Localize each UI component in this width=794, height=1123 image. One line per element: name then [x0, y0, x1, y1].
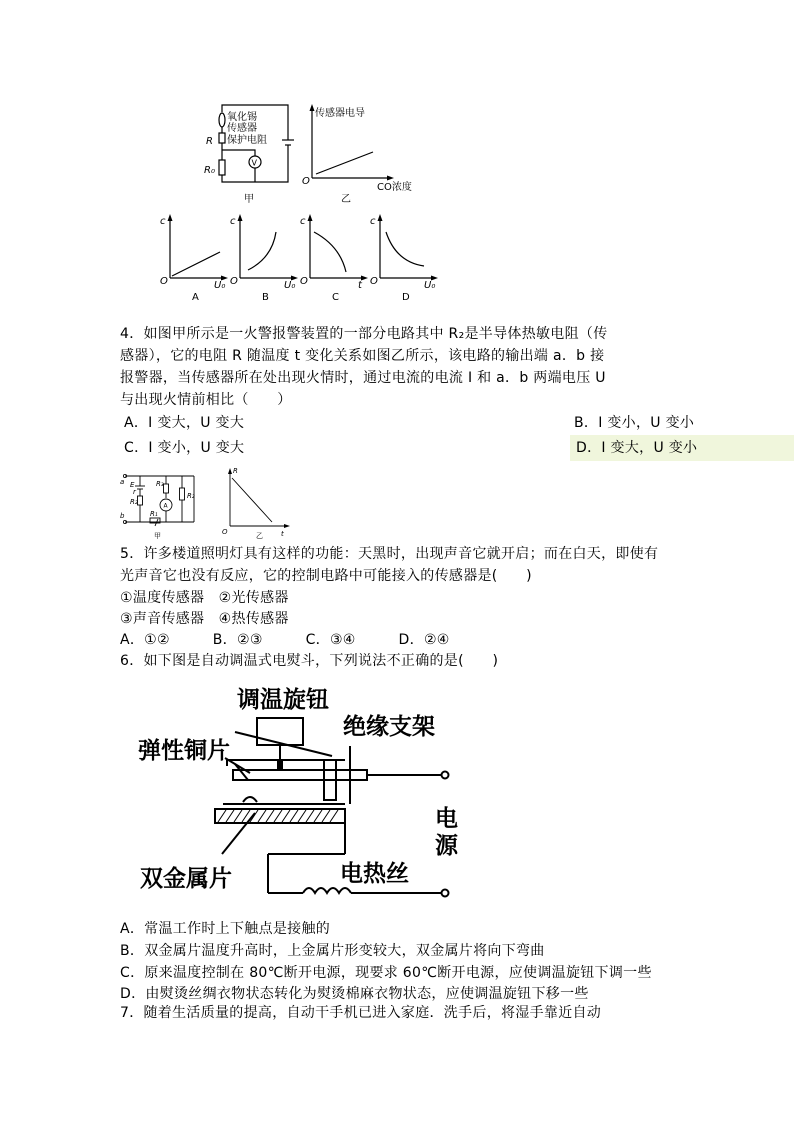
q4-fig-r: r — [133, 488, 136, 496]
q6-label-power-2: 源 — [435, 833, 458, 859]
yi-xlabel: CO浓度 — [377, 182, 412, 193]
jia-caption: 甲 — [244, 194, 254, 205]
jia-label-resistor: 保护电阻 — [227, 135, 267, 146]
q5-line-3: ①温度传感器 ②光传感器 — [120, 590, 289, 606]
q6-label-bimetal: 双金属片 — [140, 866, 232, 892]
q4-fig-r3: R₃ — [156, 480, 164, 488]
opt-b-letter: B — [262, 292, 269, 303]
q4-fig-caption-jia: 甲 — [154, 532, 161, 540]
q5-line-2: 光声音它也没有反应，它的控制电路中可能接入的传感器是( ) — [120, 568, 532, 584]
q4-figure — [118, 466, 293, 542]
q6-option-c: C．原来温度控制在 80℃断开电源，现要求 60℃断开电源，应使调温旋钮下调一些 — [120, 965, 652, 981]
q5-line-4: ③声音传感器 ④热传感器 — [120, 611, 289, 627]
q6-stem: 6．如下图是自动调温式电熨斗，下列说法不正确的是( ) — [120, 653, 499, 669]
q6-label-power-1: 电 — [435, 806, 458, 832]
opt-b-origin: O — [230, 276, 238, 287]
opt-b-ylabel: c — [230, 216, 236, 227]
q6-option-a: A．常温工作时上下触点是接触的 — [120, 921, 331, 937]
q4-option-b: B．I 变小，U 变小 — [574, 415, 695, 431]
q6-iron-figure — [130, 676, 470, 902]
opt-a-ylabel: c — [160, 216, 166, 227]
opt-d-ylabel: c — [370, 216, 376, 227]
opt-c-xlabel: t — [358, 280, 362, 291]
q4-fig-r4: R₂ — [187, 492, 195, 500]
opt-d-origin: O — [370, 276, 378, 287]
q4-fig-graph-t: t — [281, 530, 284, 538]
opt-d-letter: D — [402, 292, 410, 303]
q6-label-support: 绝缘支架 — [343, 714, 435, 740]
jia-label-r: R — [206, 136, 213, 147]
figure-jia-circuit — [200, 100, 310, 210]
q4-line-4: 与出现火情前相比（ ） — [120, 392, 292, 408]
q4-fig-e: E — [130, 481, 135, 489]
q6-label-heater: 电热丝 — [340, 861, 409, 887]
q4-fig-graph-o: O — [222, 528, 228, 536]
opt-c-origin: O — [300, 276, 308, 287]
q4-fig-r2: R₂ — [130, 498, 138, 506]
q4-option-c: C．I 变小，U 变大 — [124, 440, 245, 456]
q4-fig-r1: R₁ — [150, 510, 158, 518]
q6-label-knob: 调温旋钮 — [237, 687, 329, 713]
opt-a-xlabel: U₀ — [214, 280, 226, 291]
figure-options-graphs — [152, 210, 442, 305]
q5-line-5: A．①② B．②③ C．③④ D．②④ — [120, 632, 450, 648]
opt-d-xlabel: U₀ — [424, 280, 436, 291]
q6-option-d: D．由熨烫丝绸衣物状态转化为熨烫棉麻衣物状态，应使调温旋钮下移一些 — [120, 986, 589, 1002]
q5-line-1: 5．许多楼道照明灯具有这样的功能：天黑时，出现声音它就开启；而在白天，即使有 — [120, 546, 659, 562]
opt-c-ylabel: c — [300, 216, 306, 227]
q4-fig-b: b — [120, 512, 125, 520]
q4-fig-a: a — [120, 478, 125, 486]
q4-line-1: 4．如图甲所示是一火警报警装置的一部分电路其中 R₂是半导体热敏电阻（传 — [120, 326, 608, 342]
q7-line-1: 7．随着生活质量的提高，自动干手机已进入家庭．洗手后，将湿手靠近自动 — [120, 1005, 602, 1021]
q4-line-3: 报警器，当传感器所在处出现火情时，通过电流的电流 I 和 a．b 两端电压 U — [120, 370, 606, 386]
q6-option-b: B．双金属片温度升高时，上金属片形变较大，双金属片将向下弯曲 — [120, 943, 545, 959]
q4-line-2: 感器），它的电阻 R 随温度 t 变化关系如图乙所示，该电路的输出端 a．b 接 — [120, 348, 605, 364]
opt-a-letter: A — [192, 292, 199, 303]
q4-option-a: A．I 变大，U 变大 — [124, 415, 245, 431]
yi-origin: O — [302, 176, 310, 187]
figure-yi-graph — [298, 100, 418, 208]
opt-b-xlabel: U₀ — [284, 280, 296, 291]
q4-fig-ammeter: A — [163, 502, 168, 510]
yi-caption: 乙 — [341, 194, 351, 205]
jia-label-sensor-1: 氧化锡 — [227, 112, 257, 123]
jia-label-r0: R₀ — [204, 165, 215, 176]
yi-ylabel: 传感器电导 — [315, 108, 365, 119]
q4-fig-graph-r: R — [233, 467, 238, 475]
jia-label-sensor-2: 传感器 — [227, 123, 257, 134]
jia-label-v: V — [251, 158, 257, 168]
q6-label-copper: 弹性铜片 — [138, 738, 230, 764]
opt-c-letter: C — [332, 292, 339, 303]
q4-fig-caption-yi: 乙 — [256, 532, 263, 540]
q4-option-d: D．I 变大，U 变小 — [576, 440, 698, 456]
opt-a-origin: O — [160, 276, 168, 287]
